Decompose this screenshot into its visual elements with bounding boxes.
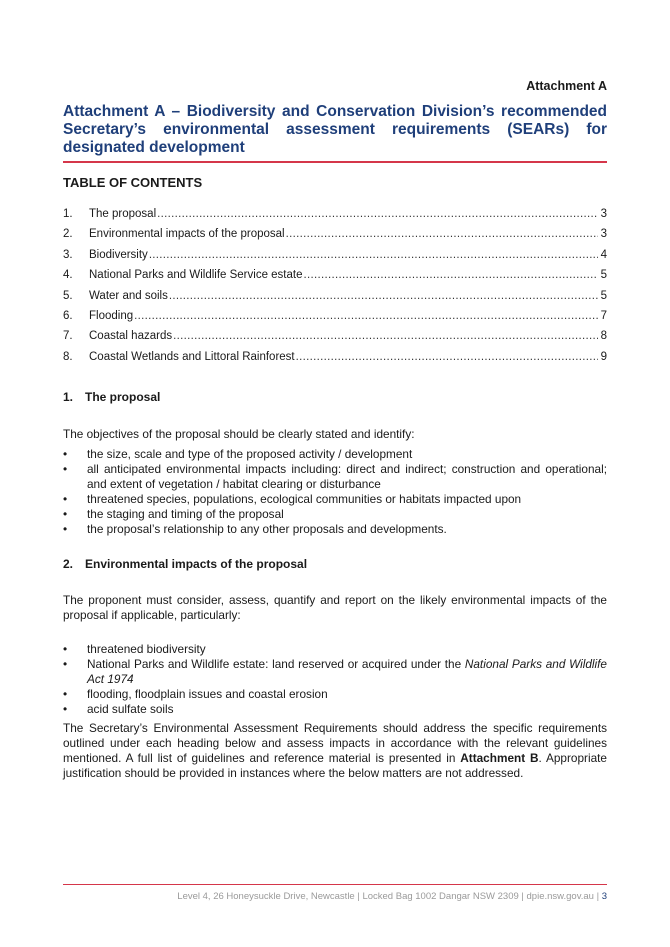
toc-entry-coastal-wetlands[interactable]: [63, 351, 607, 371]
list-item-text: the size, scale and type of the proposed activity / development: [87, 447, 413, 461]
act-name: National Parks and Wildlife Act 1974: [87, 657, 607, 686]
toc-entry-number: 4.: [63, 269, 73, 282]
document-title: Attachment A – Biodiversity and Conservation Division’s recommended Secretary’s environmental assessment requirements (SEARs) for designated development: [63, 103, 607, 156]
toc-entry-national-parks[interactable]: [63, 269, 607, 289]
toc-entry-title: Water and soils: [89, 289, 168, 302]
section-title: Environmental impacts of the proposal: [85, 557, 308, 571]
toc-leader-dots: [286, 228, 598, 240]
closing-text-end: . Appropriate justification should be provided in instances where the below matters are not addressed.: [63, 751, 607, 780]
section-number: 2.: [63, 557, 74, 571]
toc-leader-dots: [157, 208, 598, 220]
toc-entry-number: 2.: [63, 228, 73, 241]
toc-entry-title: National Parks and Wildlife Service estate: [89, 269, 303, 282]
toc-entry-page: 9: [600, 350, 607, 363]
bullet-icon: •: [63, 702, 68, 716]
section-1-bullet-list: [63, 447, 607, 537]
toc-entry-page: 4: [600, 248, 607, 261]
toc-entry-page: 3: [600, 208, 607, 220]
toc-leader-dots: [149, 249, 598, 261]
list-item: [63, 492, 607, 507]
toc-entry-number: 8.: [63, 350, 73, 363]
toc-entry-page: 7: [600, 309, 607, 322]
bullet-icon: •: [63, 642, 68, 656]
section-title: The proposal: [85, 390, 161, 404]
toc-leader-dots: [169, 290, 598, 302]
attachment-label: Attachment A: [526, 79, 607, 93]
title-divider: [63, 161, 607, 163]
toc-entry-title: Flooding: [89, 309, 134, 322]
toc-entry-proposal[interactable]: [63, 208, 607, 228]
toc-entry-page: 5: [600, 289, 607, 302]
section-2-bullet-list: [63, 642, 607, 717]
list-item-text: threatened biodiversity: [87, 642, 206, 656]
section-2-intro: The proponent must consider, assess, quantify and report on the likely environmental impacts of the proposal if applicable, particularly:: [63, 593, 607, 622]
toc-entry-biodiversity[interactable]: [63, 249, 607, 269]
section-2-closing-paragraph: [63, 721, 607, 781]
bullet-icon: •: [63, 657, 68, 671]
toc-entry-title: Environmental impacts of the proposal: [89, 228, 285, 241]
toc-entry-coastal-hazards[interactable]: [63, 330, 607, 350]
list-item: [63, 522, 607, 537]
toc-entry-title: Coastal hazards: [89, 330, 173, 343]
toc-entry-flooding[interactable]: [63, 310, 607, 330]
toc-leader-dots: [296, 351, 598, 363]
toc-entry-title: Biodiversity: [89, 248, 148, 261]
section-1-intro: The objectives of the proposal should be clearly stated and identify:: [63, 427, 415, 441]
section-1-heading: [63, 390, 160, 404]
list-item: [63, 702, 607, 717]
toc-entry-environmental-impacts[interactable]: [63, 228, 607, 248]
toc-entry-page: 8: [600, 330, 607, 343]
list-item-text: the staging and timing of the proposal: [87, 507, 284, 521]
list-item-text: all anticipated environmental impacts including: direct and indirect; construction and operational; and extent of vegetation / habitat clearing or disturbance: [87, 462, 607, 491]
toc-entry-title: The proposal: [89, 208, 157, 220]
toc-entry-page: 5: [600, 269, 607, 282]
list-item-text: National Parks and Wildlife estate: land reserved or acquired under the: [87, 657, 465, 671]
list-item: [63, 657, 607, 687]
bullet-icon: •: [63, 507, 68, 521]
list-item-text: the proposal’s relationship to any other proposals and developments.: [87, 522, 447, 536]
bullet-icon: •: [63, 447, 68, 461]
section-2-heading: [63, 557, 307, 571]
list-item: [63, 447, 607, 462]
toc-entry-number: 1.: [63, 208, 73, 220]
toc-heading: TABLE OF CONTENTS: [63, 175, 203, 190]
toc-entry-page: 3: [600, 228, 607, 241]
list-item: [63, 462, 607, 492]
toc-leader-dots: [134, 310, 598, 322]
section-number: 1.: [63, 390, 74, 404]
list-item-text: acid sulfate soils: [87, 702, 174, 716]
bullet-icon: •: [63, 522, 68, 536]
bullet-icon: •: [63, 687, 68, 701]
footer-divider: [63, 884, 607, 885]
toc-entry-water-soils[interactable]: [63, 290, 607, 310]
toc-leader-dots: [304, 269, 599, 281]
page-footer: [177, 891, 607, 902]
bullet-icon: •: [63, 492, 68, 506]
list-item: [63, 507, 607, 522]
toc-entry-number: 7.: [63, 330, 73, 343]
list-item: [63, 687, 607, 702]
bullet-icon: •: [63, 462, 68, 476]
table-of-contents: [63, 208, 607, 371]
closing-text: The Secretary’s Environmental Assessment Requirements should address the specific requirements outlined under each heading below and assess impacts in accordance with the relevant guidelines mentioned. A full list of guidelines and reference material is presented in: [63, 721, 607, 765]
toc-entry-number: 6.: [63, 309, 73, 322]
list-item: [63, 642, 607, 657]
toc-entry-number: 3.: [63, 248, 73, 261]
footer-address: Level 4, 26 Honeysuckle Drive, Newcastle | Locked Bag 1002 Dangar NSW 2309 | dpie.nsw.gov.au |: [177, 891, 602, 902]
list-item-text: threatened species, populations, ecological communities or habitats impacted upon: [87, 492, 522, 506]
toc-entry-title: Coastal Wetlands and Littoral Rainforest: [89, 350, 295, 363]
list-item-text: flooding, floodplain issues and coastal erosion: [87, 687, 328, 701]
toc-leader-dots: [173, 330, 598, 342]
page-number: 3: [601, 891, 607, 902]
toc-entry-number: 5.: [63, 289, 73, 302]
attachment-b-reference: Attachment B: [460, 751, 539, 765]
